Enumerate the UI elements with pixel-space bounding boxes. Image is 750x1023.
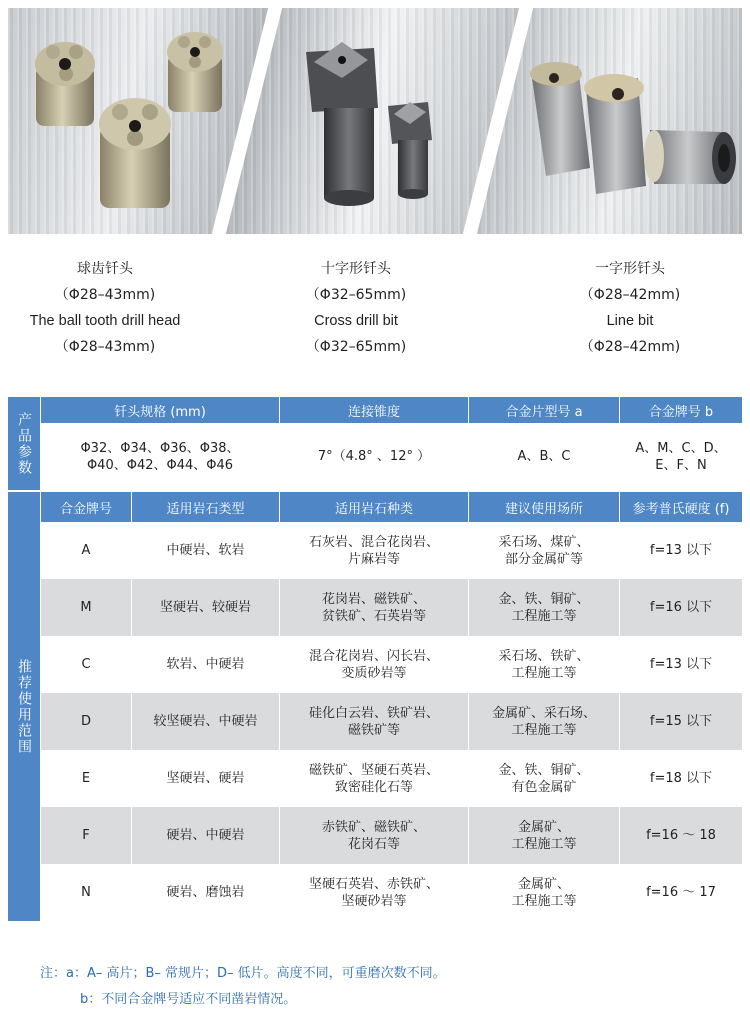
params-value-taper: 7°（4.8° 、12° ） — [317, 449, 431, 464]
caption-name-cn: 一字形钎头 — [595, 261, 665, 277]
usage-cell-rock-kind: 花岗岩、磁铁矿、 贫铁矿、石英岩等 — [321, 591, 426, 624]
usage-cell-site: 金、铁、铜矿、 工程施工等 — [498, 591, 590, 624]
usage-cell-grade: N — [81, 885, 91, 900]
usage-cell-site: 金属矿、 工程施工等 — [511, 819, 577, 852]
caption-range: （Φ32–65mm) — [305, 287, 407, 303]
caption-name-cn: 十字形钎头 — [321, 261, 391, 277]
usage-header-rock-kind: 适用岩石种类 — [280, 492, 468, 522]
usage-header-grade: 合金牌号 — [41, 492, 131, 522]
caption-range: （Φ28–42mm) — [579, 339, 681, 355]
usage-header-hardness: 参考普氏硬度 (f) — [620, 492, 742, 522]
usage-cell-hardness: f=13 以下 — [649, 543, 713, 558]
caption-name-en: Line bit — [606, 313, 654, 329]
caption-cross — [231, 256, 481, 360]
caption-name-en: Cross drill bit — [314, 313, 398, 329]
usage-cell-grade: E — [81, 771, 91, 786]
cross-drill-bit-photo — [256, 8, 496, 234]
usage-cell-hardness: f=16 以下 — [649, 600, 713, 615]
usage-cell-grade: A — [81, 543, 91, 558]
usage-cell-rock-type: 坚硬岩、较硬岩 — [159, 600, 251, 615]
caption-range: （Φ28–43mm) — [54, 287, 156, 303]
usage-cell-rock-type: 软岩、中硬岩 — [166, 657, 245, 672]
usage-cell-site: 金、铁、铜矿、 有色金属矿 — [498, 762, 590, 795]
product-photo-banner — [8, 8, 742, 234]
usage-cell-rock-type: 坚硬岩、硬岩 — [166, 771, 245, 786]
usage-cell-rock-kind: 石灰岩、混合花岗岩、 片麻岩等 — [308, 534, 439, 567]
usage-cell-grade: M — [80, 600, 92, 615]
product-captions — [0, 256, 750, 366]
usage-cell-rock-type: 硬岩、磨蚀岩 — [166, 885, 245, 900]
usage-cell-grade: D — [80, 714, 91, 729]
spec-table — [8, 397, 742, 921]
usage-cell-hardness: f=16 ～ 17 — [646, 885, 716, 900]
usage-cell-rock-type: 硬岩、中硬岩 — [166, 828, 245, 843]
params-header-insert: 合金片型号 a — [469, 397, 619, 423]
usage-header-site: 建议使用场所 — [469, 492, 619, 522]
usage-header-rock-type: 适用岩石类型 — [132, 492, 279, 522]
caption-range: （Φ28–42mm) — [579, 287, 681, 303]
usage-cell-rock-type: 中硬岩、软岩 — [166, 543, 245, 558]
usage-cell-grade: C — [81, 657, 91, 672]
params-value-grade: A、M、C、D、 E、F、N — [635, 440, 727, 473]
usage-cell-site: 采石场、铁矿、 工程施工等 — [498, 648, 590, 681]
usage-cell-rock-kind: 坚硬石英岩、赤铁矿、 坚硬砂岩等 — [308, 876, 439, 909]
caption-range: （Φ32–65mm) — [305, 339, 407, 355]
usage-cell-hardness: f=15 以下 — [649, 714, 713, 729]
params-header-spec: 钎头规格 (mm) — [41, 397, 279, 423]
params-header-taper: 连接锥度 — [280, 397, 468, 423]
usage-cell-rock-kind: 磁铁矿、坚硬石英岩、 致密硅化石等 — [308, 762, 439, 795]
caption-name-en: The ball tooth drill head — [29, 313, 181, 329]
usage-cell-site: 采石场、煤矿、 部分金属矿等 — [498, 534, 590, 567]
note-b: b：不同合金牌号适应不同凿岩情况。 — [80, 992, 297, 1007]
usage-cell-rock-kind: 硅化白云岩、铁矿岩、 磁铁矿等 — [308, 705, 439, 738]
usage-cell-hardness: f=16 ～ 18 — [646, 828, 716, 843]
params-header-grade: 合金牌号 b — [620, 397, 742, 423]
line-bit-photo — [504, 8, 742, 234]
usage-cell-rock-kind: 赤铁矿、磁铁矿、 花岗石等 — [321, 819, 426, 852]
usage-cell-grade: F — [82, 828, 90, 843]
caption-range: （Φ28–43mm) — [54, 339, 156, 355]
caption-ball-tooth — [0, 256, 230, 360]
params-value-insert: A、B、C — [517, 449, 571, 464]
caption-line — [505, 256, 750, 360]
usage-cell-rock-kind: 混合花岗岩、闪长岩、 变质砂岩等 — [308, 648, 439, 681]
usage-cell-rock-type: 较坚硬岩、中硬岩 — [153, 714, 258, 729]
usage-cell-hardness: f=13 以下 — [649, 657, 713, 672]
params-value-spec: Φ32、Φ34、Φ36、Φ38、 Φ40、Φ42、Φ44、Φ46 — [80, 440, 240, 473]
params-side-label: 产品参数 — [8, 397, 40, 490]
usage-cell-hardness: f=18 以下 — [649, 771, 713, 786]
note-a: 注：a：A– 高片；B– 常规片；D– 低片。高度不同，可重磨次数不同。 — [40, 966, 446, 981]
caption-name-cn: 球齿钎头 — [77, 261, 133, 277]
usage-side-label: 推荐使用范围 — [8, 492, 40, 921]
usage-cell-site: 金属矿、 工程施工等 — [511, 876, 577, 909]
usage-cell-site: 金属矿、采石场、 工程施工等 — [491, 705, 596, 738]
ball-tooth-bit-photo — [8, 8, 248, 234]
